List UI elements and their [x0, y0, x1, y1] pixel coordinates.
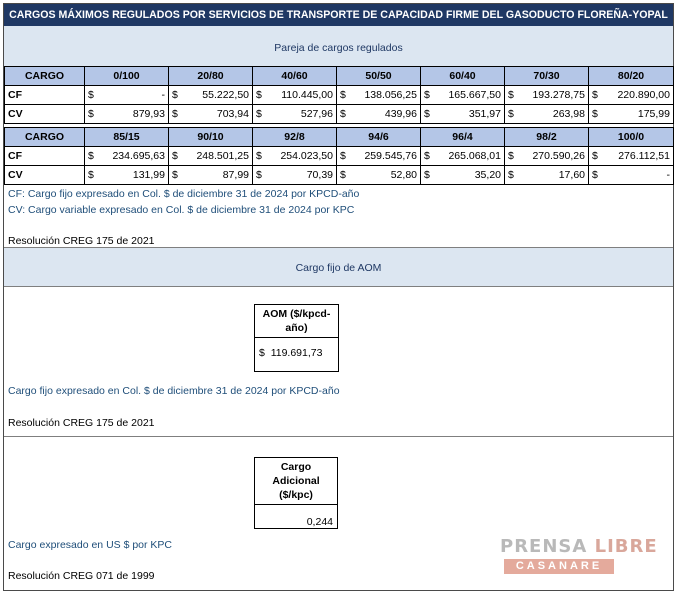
charges-table-1: [4, 66, 674, 124]
additional-charge-box: [254, 457, 338, 529]
note-cf: CF: Cargo fijo expresado en Col. $ de diciembre 31 de 2024 por KPCD-año: [8, 188, 360, 200]
value-cell: $ 17,60: [505, 166, 589, 185]
value-cell: $ 879,93: [85, 105, 169, 124]
tariff-sheet: [3, 3, 674, 591]
table-row-cf: [5, 147, 674, 166]
additional-charge-header: Cargo Adicional ($/kpc): [255, 458, 337, 505]
aom-box: [254, 304, 339, 372]
section-divider: [4, 436, 673, 437]
value-cell: $ 87,99: [169, 166, 253, 185]
value-cell: $ 234.695,63: [85, 147, 169, 166]
row-label: CV: [5, 105, 85, 124]
value-cell: $ 527,96: [253, 105, 337, 124]
aom-box-header: AOM ($/kpcd-año): [255, 305, 338, 338]
additional-charge-value: 0,244: [306, 516, 333, 528]
header-cell: 96/4: [421, 128, 505, 147]
value-cell: $ 439,96: [337, 105, 421, 124]
header-cell: 60/40: [421, 67, 505, 86]
header-cell: 0/100: [85, 67, 169, 86]
logo-word-prensa: PRENSA: [500, 536, 588, 557]
value-cell: $ 703,94: [169, 105, 253, 124]
value-cell: $ 263,98: [505, 105, 589, 124]
header-cell: 70/30: [505, 67, 589, 86]
value-cell: $ 35,20: [421, 166, 505, 185]
value-cell: $ -: [85, 86, 169, 105]
header-cell: 50/50: [337, 67, 421, 86]
charges-table-2: [4, 127, 674, 185]
value-cell: $ 259.545,76: [337, 147, 421, 166]
value-cell: $ 248.501,25: [169, 147, 253, 166]
value-cell: $ 175,99: [589, 105, 674, 124]
value-cell: $ 193.278,75: [505, 86, 589, 105]
row-label: CF: [5, 147, 85, 166]
note-additional: Cargo expresado en US $ por KPC: [8, 539, 173, 551]
value-cell: $ 55.222,50: [169, 86, 253, 105]
header-cargo: CARGO: [5, 67, 85, 86]
value-cell: $ 254.023,50: [253, 147, 337, 166]
value-cell: $ 351,97: [421, 105, 505, 124]
header-cell: 92/8: [253, 128, 337, 147]
value-cell: $ 52,80: [337, 166, 421, 185]
value-cell: $ 220.890,00: [589, 86, 674, 105]
value-cell: $ 131,99: [85, 166, 169, 185]
sheet-title: CARGOS MÁXIMOS REGULADOS POR SERVICIOS DE TRANSPORTE DE CAPACIDAD FIRME DEL GASODUCTO FLOREÑA-YOPAL: [4, 4, 673, 26]
resolution-2: Resolución CREG 175 de 2021: [8, 417, 155, 429]
note-cv: CV: Cargo variable expresado en Col. $ de diciembre 31 de 2024 por KPC: [8, 204, 355, 216]
band-aom: [4, 247, 673, 287]
row-label: CF: [5, 86, 85, 105]
value-cell: $ 70,39: [253, 166, 337, 185]
header-cell: 98/2: [505, 128, 589, 147]
resolution-3: Resolución CREG 071 de 1999: [8, 570, 155, 582]
header-cell: 20/80: [169, 67, 253, 86]
band-aom-label: Cargo fijo de AOM: [295, 262, 382, 274]
value-cell: $ 110.445,00: [253, 86, 337, 105]
value-cell: $ 138.056,25: [337, 86, 421, 105]
prensa-libre-logo: [500, 536, 658, 580]
logo-subtitle: CASANARE: [504, 559, 614, 574]
band-regulated-pairs-label: Pareja de cargos regulados: [274, 42, 403, 54]
note-aom: Cargo fijo expresado en Col. $ de diciembre 31 de 2024 por KPCD-año: [8, 385, 340, 397]
header-cell: 94/6: [337, 128, 421, 147]
value-cell: $ 165.667,50: [421, 86, 505, 105]
table-header-row: [5, 67, 674, 86]
row-label: CV: [5, 166, 85, 185]
header-cell: 90/10: [169, 128, 253, 147]
value-cell: $ -: [589, 166, 674, 185]
resolution-1: Resolución CREG 175 de 2021: [8, 235, 155, 247]
logo-word-libre: LIBRE: [594, 536, 658, 557]
band-regulated-pairs: [4, 26, 673, 66]
value-cell: $ 276.112,51: [589, 147, 674, 166]
header-cargo: CARGO: [5, 128, 85, 147]
table-row-cv: [5, 166, 674, 185]
table-header-row: [5, 128, 674, 147]
header-cell: 40/60: [253, 67, 337, 86]
aom-box-value: $ 119.691,73: [259, 347, 323, 359]
value-cell: $ 270.590,26: [505, 147, 589, 166]
header-cell: 80/20: [589, 67, 674, 86]
table-row-cf: [5, 86, 674, 105]
header-cell: 85/15: [85, 128, 169, 147]
value-cell: $ 265.068,01: [421, 147, 505, 166]
table-row-cv: [5, 105, 674, 124]
header-cell: 100/0: [589, 128, 674, 147]
